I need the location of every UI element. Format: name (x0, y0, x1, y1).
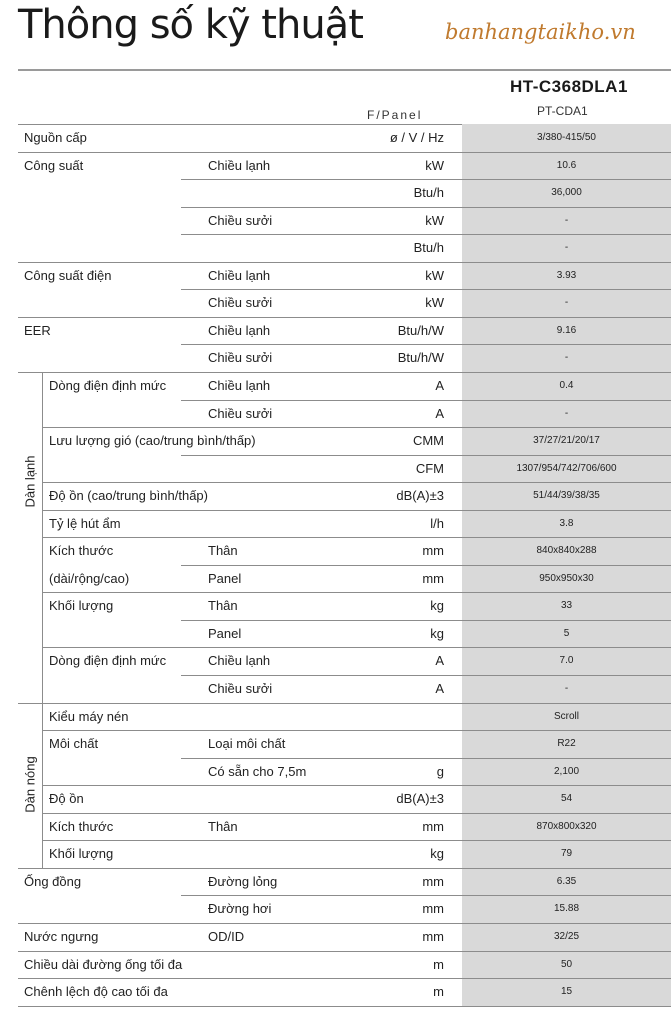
row-sublabel: Dòng điện định mức (49, 377, 167, 393)
row-label: Ống đồng (24, 873, 82, 889)
row-divider (42, 813, 671, 814)
row-condition: Đường hơi (208, 901, 272, 917)
row-unit: Btu/h (413, 185, 444, 201)
row-label: Công suất điện (24, 267, 112, 283)
row-condition: Chiều sưởi (208, 681, 273, 696)
row-unit: mm (422, 901, 444, 917)
row-condition: Đường lỏng (208, 873, 278, 889)
row-divider (18, 868, 671, 869)
row-value: 51/44/39/38/35 (533, 490, 600, 502)
table-row (18, 262, 671, 290)
row-divider (181, 565, 671, 566)
row-value: 7.0 (559, 655, 574, 667)
row-unit: l/h (430, 515, 444, 531)
table-row (18, 124, 671, 152)
panel-label: F/Panel (367, 108, 423, 122)
row-condition: Chiều lạnh (208, 267, 271, 283)
table-row (18, 455, 671, 483)
row-condition: Chiều sưởi (208, 295, 273, 311)
row-divider (42, 537, 671, 538)
row-unit: ø / V / Hz (389, 130, 444, 145)
group-divider (42, 372, 43, 868)
row-divider (18, 703, 671, 704)
table-row (18, 978, 671, 1006)
row-value: 840x840x288 (536, 545, 597, 557)
row-unit: kW (425, 267, 444, 283)
row-sublabel: Tỷ lệ hút ẩm (49, 515, 121, 531)
row-sublabel: (dài/rộng/cao) (49, 570, 130, 586)
row-unit: kW (425, 295, 444, 311)
row-value: 6.35 (556, 875, 577, 887)
row-divider (181, 758, 671, 759)
row-value: 3/380-415/50 (537, 132, 596, 143)
table-row (18, 703, 671, 731)
row-condition: Chiều sưởi (208, 212, 273, 228)
row-condition: Có sẵn cho 7,5m (208, 763, 307, 779)
table-row (18, 565, 671, 593)
row-unit: mm (422, 928, 444, 944)
row-divider (18, 372, 671, 373)
row-value: 54 (560, 793, 573, 805)
row-sublabel: Môi chất (49, 736, 99, 752)
row-sublabel: Độ ồn (cao/trung bình/thấp) (49, 488, 208, 504)
table-row (18, 400, 671, 428)
row-value: 9.16 (556, 324, 577, 336)
row-unit: CFM (415, 460, 444, 476)
row-condition: Chiều sưởi (208, 405, 273, 421)
row-sublabel: Độ ồn (49, 791, 84, 807)
table-row (18, 179, 671, 207)
row-divider (18, 262, 671, 263)
row-unit: kW (425, 212, 444, 228)
row-label: Chiều dài đường ống tối đa (24, 956, 183, 972)
model-name: HT-C368DLA1 (510, 77, 628, 96)
row-unit: Btu/h/W (397, 350, 444, 366)
row-condition: Chiều sưởi (208, 350, 273, 366)
row-condition: Chiều lạnh (208, 377, 271, 393)
row-divider (18, 317, 671, 318)
row-label: Nước ngưng (24, 928, 99, 944)
row-divider (18, 978, 671, 979)
row-label: Chênh lệch độ cao tối đa (24, 984, 168, 1000)
watermark: banhangtaikho.vn (445, 20, 636, 44)
row-unit: dB(A)±3 (396, 791, 444, 807)
table-row (18, 758, 671, 786)
row-unit: mm (422, 818, 444, 834)
row-label: Công suất (24, 157, 84, 173)
group-label-outdoor: Dàn nóng (22, 756, 38, 813)
row-value: 15.88 (553, 903, 580, 915)
row-divider (181, 234, 671, 235)
row-sublabel: Dòng điện định mức (49, 653, 167, 669)
table-row (18, 592, 671, 620)
row-value: - (564, 407, 569, 419)
row-unit: CMM (412, 433, 444, 449)
row-condition: Thân (208, 543, 238, 559)
row-divider (42, 510, 671, 511)
row-unit: A (435, 653, 444, 669)
row-divider (18, 923, 671, 924)
row-divider (181, 895, 671, 896)
row-value: 870x800x320 (536, 820, 597, 832)
row-value: - (564, 352, 569, 364)
row-unit: kg (430, 598, 444, 614)
table-row (18, 675, 671, 703)
row-unit: A (435, 377, 444, 393)
row-divider (181, 344, 671, 345)
row-divider (42, 785, 671, 786)
table-row (18, 923, 671, 951)
table-row (18, 427, 671, 455)
table-row (18, 344, 671, 372)
table-bottom-rule (18, 1006, 671, 1007)
table-row (18, 840, 671, 868)
table-row (18, 620, 671, 648)
row-value: 10.6 (556, 159, 577, 171)
table-row (18, 537, 671, 565)
row-unit: m (433, 984, 444, 1000)
row-label: Nguồn cấp (24, 130, 87, 145)
row-sublabel: Kiểu máy nén (49, 708, 129, 724)
table-row (18, 234, 671, 262)
table-row (18, 289, 671, 317)
row-condition: OD/ID (208, 928, 245, 944)
table-row (18, 785, 671, 813)
row-value: - (564, 683, 569, 694)
row-divider (42, 840, 671, 841)
row-divider (181, 207, 671, 208)
row-sublabel: Kích thước (49, 818, 114, 834)
row-unit: A (435, 405, 444, 421)
row-value: 5 (563, 627, 570, 639)
row-divider (181, 620, 671, 621)
row-unit: A (435, 681, 444, 696)
row-value: 50 (560, 958, 573, 970)
table-row (18, 730, 671, 758)
table-row (18, 482, 671, 510)
row-label: EER (24, 322, 51, 338)
row-sublabel: Khối lượng (49, 598, 114, 614)
row-condition: Thân (208, 598, 238, 614)
row-unit: kg (430, 625, 444, 641)
row-divider (42, 427, 671, 428)
row-condition: Loại môi chất (208, 736, 286, 752)
row-value: 37/27/21/20/17 (533, 435, 600, 447)
row-condition: Panel (208, 570, 242, 586)
row-sublabel: Lưu lượng gió (cao/trung bình/thấp) (49, 433, 256, 449)
row-unit: mm (422, 873, 444, 889)
row-condition: Panel (208, 625, 242, 641)
row-divider (181, 289, 671, 290)
row-value: 3.93 (556, 269, 577, 281)
table-row (18, 372, 671, 400)
table-row (18, 317, 671, 345)
group-label-indoor: Dàn lạnh (22, 455, 38, 508)
panel-model: PT-CDA1 (537, 104, 588, 118)
table-row (18, 647, 671, 675)
table-row (18, 868, 671, 896)
row-sublabel: Kích thước (49, 543, 114, 559)
row-condition: Chiều lạnh (208, 322, 271, 338)
row-divider (181, 675, 671, 676)
row-value: 15 (560, 986, 573, 998)
row-unit: dB(A)±3 (396, 488, 444, 504)
row-divider (181, 179, 671, 180)
table-row (18, 510, 671, 538)
row-divider (181, 400, 671, 401)
row-value: 36,000 (551, 187, 582, 199)
table-row (18, 895, 671, 923)
page-title: Thông số kỹ thuật (18, 2, 363, 48)
row-divider (42, 482, 671, 483)
row-value: Scroll (553, 710, 579, 722)
row-value: 1307/954/742/706/600 (516, 462, 617, 474)
row-unit: kW (425, 157, 444, 173)
row-unit: Btu/h/W (397, 322, 444, 338)
row-value: - (564, 297, 569, 309)
row-condition: Chiều lạnh (208, 653, 271, 669)
table-row (18, 813, 671, 841)
row-sublabel: Khối lượng (49, 846, 114, 862)
row-value: R22 (557, 738, 576, 750)
row-condition: Thân (208, 818, 238, 834)
row-unit: mm (422, 543, 444, 559)
row-value: - (564, 242, 569, 254)
table-row (18, 152, 671, 180)
row-value: 33 (560, 600, 573, 612)
row-unit: kg (430, 846, 444, 862)
row-divider (42, 730, 671, 731)
row-value: - (564, 214, 569, 226)
row-unit: g (436, 763, 444, 779)
row-value: 79 (560, 848, 573, 860)
row-unit: m (433, 956, 444, 972)
row-divider (18, 152, 671, 153)
row-value: 950x950x30 (539, 572, 594, 584)
row-unit: Btu/h (413, 240, 444, 256)
row-divider (18, 951, 671, 952)
row-value: 0.4 (559, 379, 574, 391)
row-value: 2,100 (553, 765, 580, 777)
row-divider (42, 592, 671, 593)
row-divider (42, 647, 671, 648)
table-row (18, 951, 671, 979)
row-value: 3.8 (559, 517, 574, 529)
row-value: 32/25 (553, 930, 580, 942)
row-unit: mm (422, 570, 444, 586)
row-divider (181, 455, 671, 456)
table-row (18, 207, 671, 235)
row-condition: Chiều lạnh (208, 157, 271, 173)
